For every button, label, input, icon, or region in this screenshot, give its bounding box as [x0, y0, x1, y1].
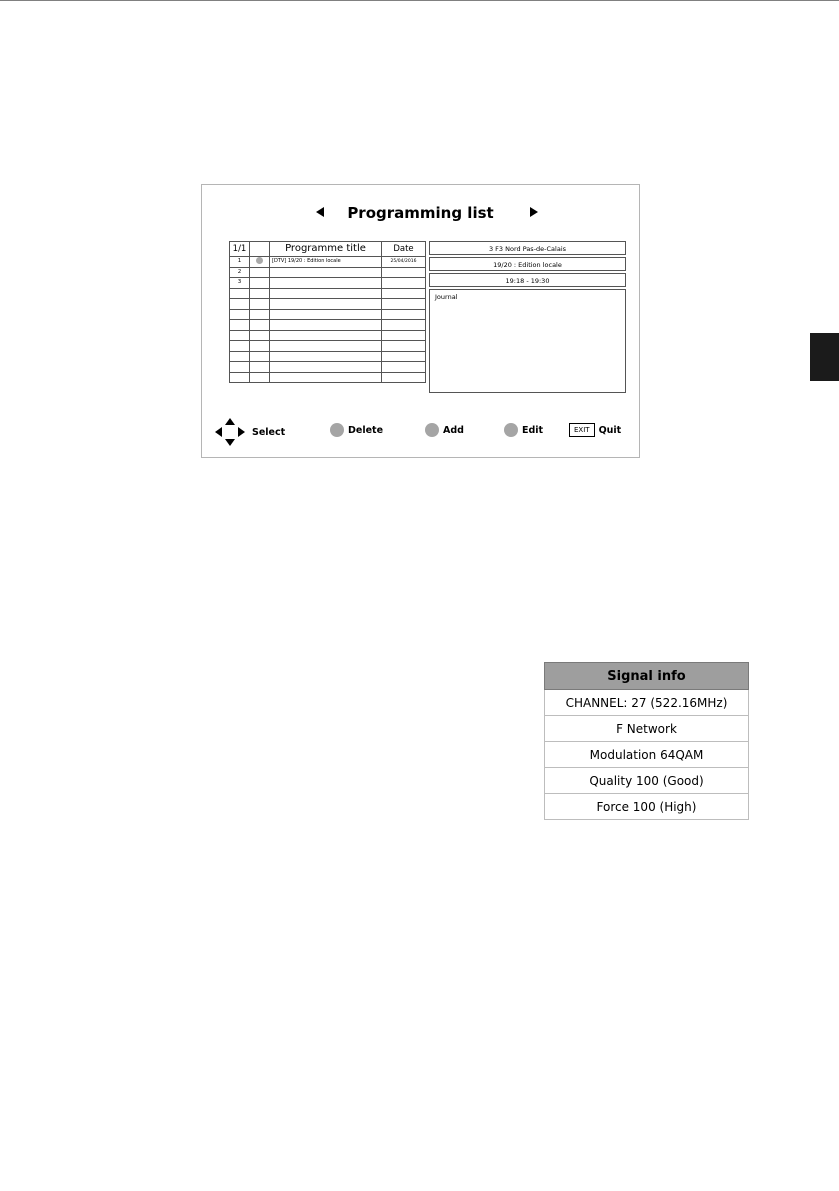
row-date: 25/04/2016 — [382, 257, 426, 268]
row-number: 1 — [230, 257, 250, 268]
row-title — [270, 278, 382, 289]
row-status — [250, 288, 270, 299]
row-date — [382, 309, 426, 320]
button-legend — [202, 417, 639, 447]
row-number — [230, 320, 250, 331]
dpad-icon — [214, 417, 246, 447]
yellow-button-icon — [504, 423, 518, 437]
signal-quality: Quality 100 (Good) — [544, 768, 749, 794]
table-row[interactable] — [230, 320, 426, 331]
chapter-tab-marker — [810, 333, 839, 381]
delete-hint[interactable] — [330, 423, 383, 437]
row-title — [270, 309, 382, 320]
row-date — [382, 320, 426, 331]
info-programme: 19/20 : Edition locale — [429, 257, 626, 271]
row-status — [250, 278, 270, 289]
row-title — [270, 372, 382, 383]
info-description: Journal — [429, 289, 626, 393]
table-row[interactable] — [230, 330, 426, 341]
row-number: 3 — [230, 278, 250, 289]
row-status — [250, 372, 270, 383]
screen-header — [202, 202, 639, 226]
delete-label: Delete — [348, 424, 384, 436]
table-row[interactable] — [230, 351, 426, 362]
top-corner-line — [0, 0, 839, 61]
info-time: 19:18 - 19:30 — [429, 273, 626, 287]
row-title — [270, 351, 382, 362]
row-date — [382, 372, 426, 383]
row-date — [382, 330, 426, 341]
row-status — [250, 341, 270, 352]
row-title — [270, 288, 382, 299]
table-row[interactable] — [230, 309, 426, 320]
table-row[interactable] — [230, 341, 426, 352]
quit-label: Quit — [598, 424, 622, 436]
row-date — [382, 351, 426, 362]
page-indicator: 1/1 — [230, 242, 250, 257]
row-status — [250, 362, 270, 373]
signal-modulation: Modulation 64QAM — [544, 742, 749, 768]
row-title: [DTV] 19/20 : Edition locale — [270, 257, 382, 268]
table-row[interactable] — [230, 267, 426, 278]
row-date — [382, 362, 426, 373]
row-status — [250, 299, 270, 310]
row-status — [250, 267, 270, 278]
row-title — [270, 362, 382, 373]
row-number — [230, 341, 250, 352]
row-title — [270, 341, 382, 352]
scheduled-dot-icon — [256, 257, 263, 264]
status-column-header — [250, 242, 270, 257]
row-number — [230, 309, 250, 320]
signal-force: Force 100 (High) — [544, 794, 749, 820]
row-date — [382, 278, 426, 289]
green-button-icon — [425, 423, 439, 437]
row-title — [270, 267, 382, 278]
table-row[interactable] — [230, 288, 426, 299]
programme-info-panel — [429, 241, 626, 393]
row-status — [250, 309, 270, 320]
programme-title-header: Programme title — [270, 242, 382, 257]
row-number — [230, 299, 250, 310]
info-channel: 3 F3 Nord Pas-de-Calais — [429, 241, 626, 255]
row-date — [382, 341, 426, 352]
row-title — [270, 330, 382, 341]
arrow-right-icon[interactable] — [530, 207, 538, 217]
row-date — [382, 288, 426, 299]
row-number — [230, 372, 250, 383]
row-title — [270, 299, 382, 310]
row-status — [250, 320, 270, 331]
table-row[interactable] — [230, 278, 426, 289]
date-header: Date — [382, 242, 426, 257]
row-number — [230, 362, 250, 373]
table-row[interactable] — [230, 257, 426, 268]
select-hint[interactable] — [214, 417, 285, 447]
exit-key-icon: EXIT — [569, 423, 595, 437]
row-status — [250, 351, 270, 362]
signal-channel: CHANNEL: 27 (522.16MHz) — [544, 690, 749, 716]
table-header-row — [230, 242, 426, 257]
programming-list-screen — [201, 184, 640, 458]
row-date — [382, 299, 426, 310]
table-row[interactable] — [230, 372, 426, 383]
row-number: 2 — [230, 267, 250, 278]
row-status — [250, 330, 270, 341]
row-date — [382, 267, 426, 278]
signal-info-table — [544, 662, 749, 820]
programme-table — [229, 241, 426, 383]
quit-hint[interactable] — [569, 423, 621, 437]
row-number — [230, 330, 250, 341]
edit-label: Edit — [522, 424, 544, 436]
edit-hint[interactable] — [504, 423, 543, 437]
table-row[interactable] — [230, 299, 426, 310]
table-row[interactable] — [230, 362, 426, 373]
signal-network: F Network — [544, 716, 749, 742]
select-label: Select — [252, 426, 286, 438]
add-label: Add — [443, 424, 464, 436]
row-status — [250, 257, 270, 268]
signal-info-title: Signal info — [544, 662, 749, 690]
red-button-icon — [330, 423, 344, 437]
add-hint[interactable] — [425, 423, 464, 437]
row-number — [230, 288, 250, 299]
row-title — [270, 320, 382, 331]
screen-title: Programming list — [347, 204, 494, 222]
row-number — [230, 351, 250, 362]
